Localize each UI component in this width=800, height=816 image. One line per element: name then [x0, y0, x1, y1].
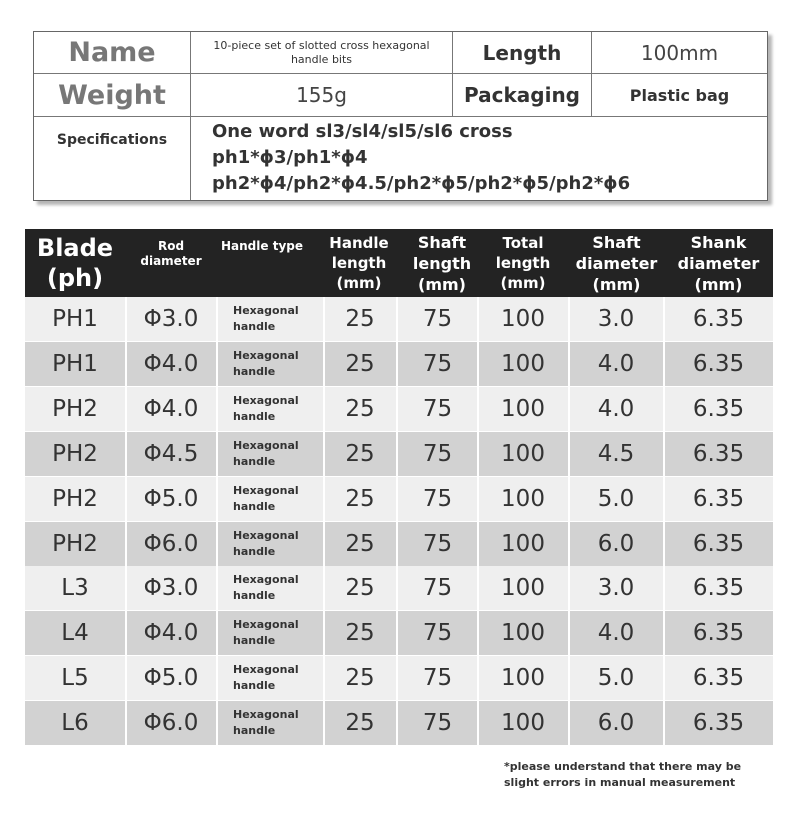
divider — [190, 116, 191, 200]
cell-shaft-diameter: 4.0 — [597, 620, 635, 647]
cell-shank-diameter: 6.35 — [692, 395, 745, 422]
weight-value: 155g — [296, 83, 347, 107]
cell-handle-length: 25 — [345, 485, 375, 512]
cell-shank-diameter: 6.35 — [692, 620, 745, 647]
header-shank-diameter: Shank diameter (mm) — [677, 232, 760, 294]
cell-shaft-length: 75 — [422, 710, 453, 737]
cell-total-length: 100 — [501, 395, 545, 422]
header-handle-length: Handle length (mm) — [329, 234, 389, 292]
cell-shaft-length: 75 — [422, 306, 453, 332]
cell-total-length: 100 — [501, 710, 545, 737]
cell-handle-type: Hexagonal handle — [233, 708, 299, 738]
cell-shaft-length: 75 — [422, 620, 453, 647]
cell-shank-diameter: 6.35 — [692, 306, 745, 332]
cell-shaft-diameter: 3.0 — [597, 306, 635, 332]
cell-shaft-diameter: 5.0 — [597, 665, 635, 692]
cell-blade: PH1 — [52, 306, 98, 332]
cell-blade: L4 — [61, 620, 89, 647]
bit-spec-table — [25, 229, 773, 746]
cell-shaft-length: 75 — [422, 665, 453, 692]
column-divider — [663, 297, 665, 746]
cell-handle-length: 25 — [345, 350, 375, 377]
column-divider — [125, 297, 127, 746]
cell-blade: L3 — [61, 575, 89, 602]
table-row — [25, 566, 773, 611]
cell-handle-type: Hexagonal handle — [233, 573, 299, 603]
cell-handle-length: 25 — [345, 620, 375, 647]
cell-shaft-diameter: 6.0 — [597, 710, 635, 737]
cell-blade: L6 — [61, 710, 89, 737]
header-rod-diameter: Rod diameter — [140, 239, 202, 268]
cell-shank-diameter: 6.35 — [692, 440, 745, 467]
cell-rod-diameter: Φ6.0 — [143, 710, 199, 737]
spec-line: One word sl3/sl4/sl5/sl6 cross — [212, 121, 513, 142]
cell-shaft-length: 75 — [422, 530, 453, 557]
cell-handle-length: 25 — [345, 710, 375, 737]
cell-handle-type: Hexagonal handle — [233, 304, 299, 333]
header-shaft-length: Shaft length (mm) — [412, 232, 472, 294]
cell-rod-diameter: Φ4.0 — [143, 395, 199, 422]
cell-total-length: 100 — [501, 485, 545, 512]
cell-total-length: 100 — [501, 440, 545, 467]
cell-handle-length: 25 — [345, 665, 375, 692]
table-row — [25, 522, 773, 567]
cell-handle-type: Hexagonal handle — [233, 393, 299, 423]
table-row — [25, 342, 773, 387]
table-row — [25, 611, 773, 656]
cell-shank-diameter: 6.35 — [692, 710, 745, 737]
cell-shank-diameter: 6.35 — [692, 350, 745, 377]
cell-handle-type: Hexagonal handle — [233, 348, 299, 378]
packaging-value: Plastic bag — [629, 85, 730, 105]
cell-handle-type: Hexagonal handle — [233, 483, 299, 513]
cell-shank-diameter: 6.35 — [692, 665, 745, 692]
header-shaft-diameter: Shaft diameter (mm) — [575, 232, 658, 294]
table-row — [25, 432, 773, 477]
note-text: *please understand that there may be slight errors in manual measurement — [504, 760, 742, 789]
table-row — [25, 656, 773, 701]
name-label: Name — [68, 37, 156, 68]
spec-line: ph2*ϕ4/ph2*ϕ4.5/ph2*ϕ5/ph2*ϕ5/ph2*ϕ6 — [212, 173, 631, 194]
cell-rod-diameter: Φ4.0 — [143, 350, 199, 377]
table-row — [25, 387, 773, 432]
cell-rod-diameter: Φ4.5 — [143, 440, 199, 467]
header-blade: Blade (ph) — [36, 234, 114, 292]
product-info-table — [33, 31, 768, 201]
cell-total-length: 100 — [501, 306, 545, 332]
cell-rod-diameter: Φ4.0 — [143, 620, 199, 647]
packaging-label: Packaging — [464, 83, 580, 107]
name-value: 10-piece set of slotted cross hexagonal handle bits — [213, 38, 430, 66]
cell-shaft-diameter: 4.0 — [597, 350, 635, 377]
cell-shaft-length: 75 — [422, 350, 453, 377]
header-handle-type: Handle type — [221, 239, 303, 253]
cell-blade: PH1 — [52, 350, 98, 377]
specifications-text — [212, 119, 630, 197]
length-label: Length — [482, 40, 562, 65]
cell-blade: PH2 — [52, 485, 98, 512]
cell-total-length: 100 — [501, 665, 545, 692]
cell-rod-diameter: Φ5.0 — [143, 665, 199, 692]
column-divider — [216, 297, 218, 746]
table-row — [25, 701, 773, 746]
cell-shank-diameter: 6.35 — [692, 575, 745, 602]
cell-handle-type: Hexagonal handle — [233, 438, 299, 468]
cell-blade: PH2 — [52, 395, 98, 422]
cell-rod-diameter: Φ3.0 — [143, 306, 199, 332]
column-divider — [568, 297, 570, 746]
cell-total-length: 100 — [501, 350, 545, 377]
cell-shaft-diameter: 6.0 — [597, 530, 635, 557]
cell-blade: PH2 — [52, 530, 98, 557]
cell-total-length: 100 — [501, 620, 545, 647]
weight-label: Weight — [58, 79, 166, 111]
cell-shaft-length: 75 — [422, 575, 453, 602]
table-row — [25, 477, 773, 522]
specifications-label: Specifications — [56, 132, 168, 148]
cell-handle-length: 25 — [345, 575, 375, 602]
cell-rod-diameter: Φ5.0 — [143, 485, 199, 512]
cell-handle-type: Hexagonal handle — [233, 663, 299, 693]
cell-shaft-length: 75 — [422, 395, 453, 422]
column-divider — [477, 297, 479, 746]
cell-total-length: 100 — [501, 530, 545, 557]
cell-shaft-diameter: 5.0 — [597, 485, 635, 512]
cell-handle-length: 25 — [345, 395, 375, 422]
table-header — [25, 229, 773, 297]
cell-shaft-diameter: 3.0 — [597, 575, 635, 602]
cell-blade: PH2 — [52, 440, 98, 467]
cell-handle-length: 25 — [345, 306, 375, 332]
column-divider — [396, 297, 398, 746]
cell-shank-diameter: 6.35 — [692, 530, 745, 557]
cell-total-length: 100 — [501, 575, 545, 602]
cell-shaft-diameter: 4.5 — [597, 440, 635, 467]
cell-shaft-diameter: 4.0 — [597, 395, 635, 422]
cell-shaft-length: 75 — [422, 440, 453, 467]
header-total-length: Total length (mm) — [495, 234, 551, 292]
cell-rod-diameter: Φ3.0 — [143, 575, 199, 602]
cell-handle-type: Hexagonal handle — [233, 618, 299, 648]
cell-shank-diameter: 6.35 — [692, 485, 745, 512]
cell-handle-length: 25 — [345, 530, 375, 557]
cell-handle-length: 25 — [345, 440, 375, 467]
cell-rod-diameter: Φ6.0 — [143, 530, 199, 557]
length-value: 100mm — [640, 40, 719, 65]
table-row — [25, 297, 773, 342]
measurement-note — [504, 759, 766, 791]
cell-blade: L5 — [61, 665, 89, 692]
cell-handle-type: Hexagonal handle — [233, 528, 299, 558]
cell-shaft-length: 75 — [422, 485, 453, 512]
column-divider — [323, 297, 325, 746]
spec-line: ph1*ϕ3/ph1*ϕ4 — [212, 147, 368, 168]
